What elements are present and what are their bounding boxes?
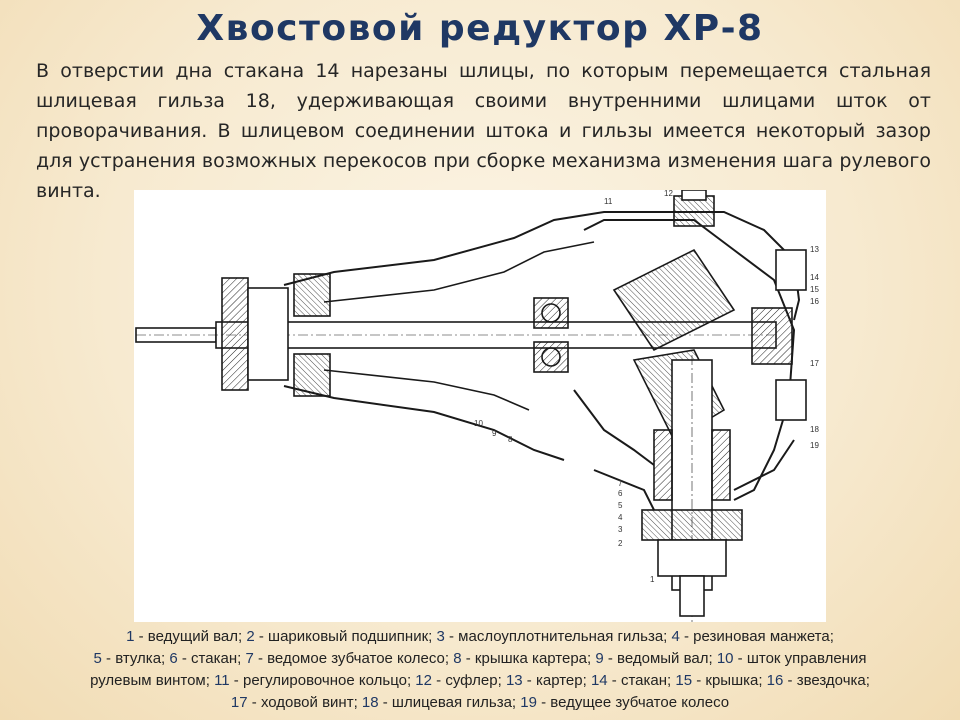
legend-number: 15 — [675, 672, 693, 689]
legend-line-1 — [20, 626, 940, 648]
legend-number: 1 — [126, 628, 135, 645]
parts-legend — [20, 626, 940, 714]
legend-text: - стакан; — [177, 650, 246, 667]
legend-text: - картер; — [522, 672, 591, 689]
legend-text: - звездочка; — [783, 672, 870, 689]
legend-text: - резиновая манжета; — [679, 628, 834, 645]
legend-text: - суфлер; — [431, 672, 506, 689]
legend-number: 13 — [505, 672, 523, 689]
legend-text: рулевым винтом; — [90, 672, 215, 689]
legend-text: - ведущий вал; — [134, 628, 247, 645]
legend-number: 18 — [361, 694, 379, 711]
callout-7: 7 — [618, 479, 623, 488]
legend-text: - шлицевая гильза; — [378, 694, 521, 711]
legend-number: 9 — [595, 650, 604, 667]
legend-text: - регулировочное кольцо; — [229, 672, 416, 689]
legend-text: - втулка; — [101, 650, 170, 667]
callout-3: 3 — [618, 525, 623, 534]
legend-number: 10 — [716, 650, 734, 667]
legend-number: 5 — [93, 650, 102, 667]
legend-number: 4 — [671, 628, 680, 645]
legend-text: - шариковый подшипник; — [254, 628, 437, 645]
callout-5: 5 — [618, 501, 623, 510]
legend-number: 14 — [590, 672, 608, 689]
callout-14: 14 — [810, 273, 819, 282]
callout-12: 12 — [664, 190, 673, 198]
legend-number: 6 — [169, 650, 178, 667]
slide-title: Хвостовой редуктор ХР-8 — [196, 8, 764, 49]
legend-text: - крышка картера; — [461, 650, 596, 667]
legend-line-3 — [20, 670, 940, 692]
legend-number: 8 — [453, 650, 462, 667]
callout-13: 13 — [810, 245, 819, 254]
legend-number: 11 — [214, 672, 230, 689]
legend-number: 17 — [230, 694, 248, 711]
callout-6: 6 — [618, 489, 623, 498]
legend-line-4 — [20, 692, 940, 714]
legend-text: - ведомое зубчатое колесо; — [253, 650, 454, 667]
callout-15: 15 — [810, 285, 819, 294]
legend-text: - ходовой винт; — [247, 694, 362, 711]
gearbox-cross-section-drawing — [134, 190, 826, 622]
callout-19: 19 — [810, 441, 819, 450]
callout-17: 17 — [810, 359, 819, 368]
legend-number: 3 — [436, 628, 445, 645]
callout-2: 2 — [618, 539, 623, 548]
legend-number: 2 — [246, 628, 255, 645]
legend-text: - ведомый вал; — [603, 650, 717, 667]
legend-text: - крышка; — [692, 672, 767, 689]
legend-text: - шток управления — [733, 650, 867, 667]
legend-number: 19 — [520, 694, 537, 711]
description-paragraph: В отверстии дна стакана 14 нарезаны шлицы, по которым перемещается стальная шлицевая гильза 18, удерживающая своими внутренними шлицами шток от проворачивания. В шлицевом соединении штока и гильзы имеется некоторый зазор для устранения возможных перекосов при сборке механизма изменения шага рулевого винта. — [36, 60, 931, 202]
drawing-outlines — [136, 190, 806, 622]
gearbox-drawing-svg — [134, 190, 826, 622]
callout-1: 1 — [650, 575, 655, 584]
legend-text: - стакан; — [607, 672, 676, 689]
legend-number: 16 — [766, 672, 784, 689]
callout-11: 11 — [604, 197, 613, 206]
callout-9: 9 — [492, 429, 497, 438]
legend-number: 7 — [245, 650, 254, 667]
legend-line-2 — [20, 648, 940, 670]
legend-text: - маслоуплотнительная гильза; — [444, 628, 672, 645]
callout-16: 16 — [810, 297, 819, 306]
callout-18: 18 — [810, 425, 819, 434]
legend-text: - ведущее зубчатое колесо — [536, 694, 730, 711]
legend-number: 12 — [415, 672, 432, 689]
callout-8: 8 — [508, 435, 513, 444]
callout-4: 4 — [618, 513, 623, 522]
callout-10: 10 — [474, 419, 483, 428]
